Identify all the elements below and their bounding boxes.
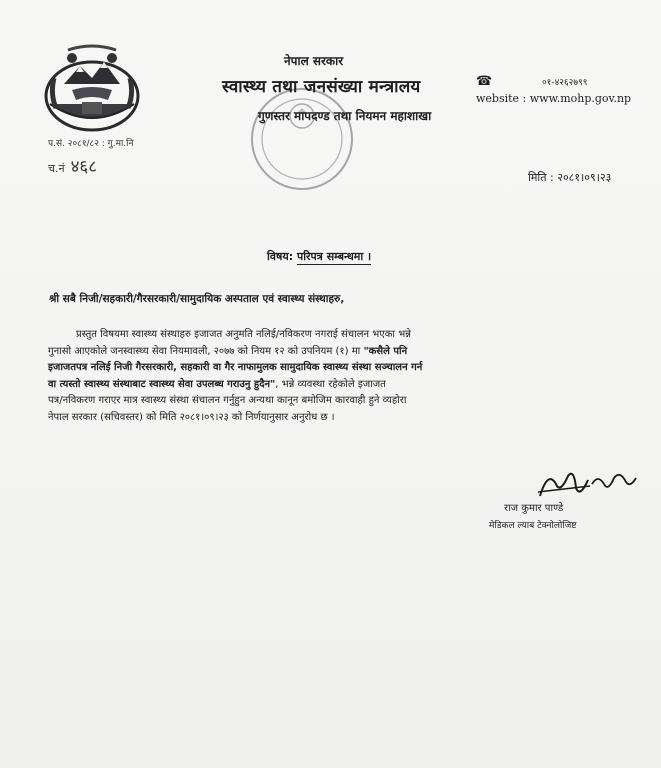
letter-date: मिति : २०८१।०९।२३: [528, 171, 612, 184]
phone-icon: ☎: [476, 74, 493, 89]
body-line: [48, 377, 618, 394]
government-name: नेपाल सरकार: [284, 54, 344, 68]
ministry-name: स्वास्थ्य तथा जनसंख्या मन्त्रालय: [222, 77, 421, 97]
body-line: नेपाल सरकार (सचिवस्तर) को मिति २०८१।०९।२३ को निर्णयानुसार अनुरोध छ ।: [48, 411, 335, 423]
subject-line: [267, 249, 371, 264]
phone-number: ०१-४२६२७९९: [542, 78, 588, 88]
body-line: प्रस्तुत विषयमा स्वास्थ्य संस्थाहरु इजाजत अनुमति नलिई/नविकरण नगराई संचालन भएका भन्ने: [76, 329, 411, 340]
addressee: श्री सबै निजी/सहकारी/गैरसरकारी/सामुदायिक अस्पताल एवं स्वास्थ्य संस्थाहरु,: [49, 293, 345, 305]
body-text-run: गुनासो आएकोले जनस्वास्थ्य सेवा नियमावली, २०७७ को नियम १२ को उपनियम (१) मा: [48, 345, 364, 357]
body-line: पत्र/नविकरण गराएर मात्र स्वास्थ्य संस्था संचालन गर्नुहुन अन्यथा कानून बमोजिम कारवाही हुने व्यहोरा: [48, 395, 407, 407]
nepal-emblem-icon: [42, 44, 142, 134]
office-stamp-icon: [246, 86, 358, 192]
subject-label: विषय:: [267, 250, 294, 263]
dispatch-label: च.नं: [48, 162, 65, 175]
dispatch-number: [48, 154, 97, 177]
subject-text: परिपत्र सम्बन्धमा ।: [296, 250, 372, 263]
website: website : www.mohp.gov.np: [476, 92, 632, 105]
dispatch-value: ४६८: [70, 157, 98, 177]
body-text-run: , भन्ने व्यवस्था रहेकोले इजाजत: [275, 378, 386, 390]
reference-number: प.सं. २०८१/८२ : गु.मा.नि: [48, 139, 134, 149]
signer-designation: मेडिकल ल्याब टेक्नोलोजिष्ट: [489, 521, 577, 531]
body-line: [48, 344, 618, 361]
body-text-bold: "कसैले पनि: [363, 345, 408, 357]
body-line: इजाजतपत्र नलिई निजी गैरसरकारी, सहकारी वा गैर नाफामुलक सामुदायिक स्वास्थ्य संस्था सञ्चालन गर्न: [48, 362, 423, 374]
signer-name: राज कुमार पाण्डे: [504, 503, 564, 514]
letter-body: [48, 327, 618, 427]
branch-name: गुणस्तर मापदण्ड तथा नियमन महाशाखा: [258, 109, 432, 123]
body-text-bold: वा त्यस्तो स्वास्थ्य संस्थाबाट स्वास्थ्य सेवा उपलब्ध गराउनु हुदैन": [48, 378, 276, 390]
